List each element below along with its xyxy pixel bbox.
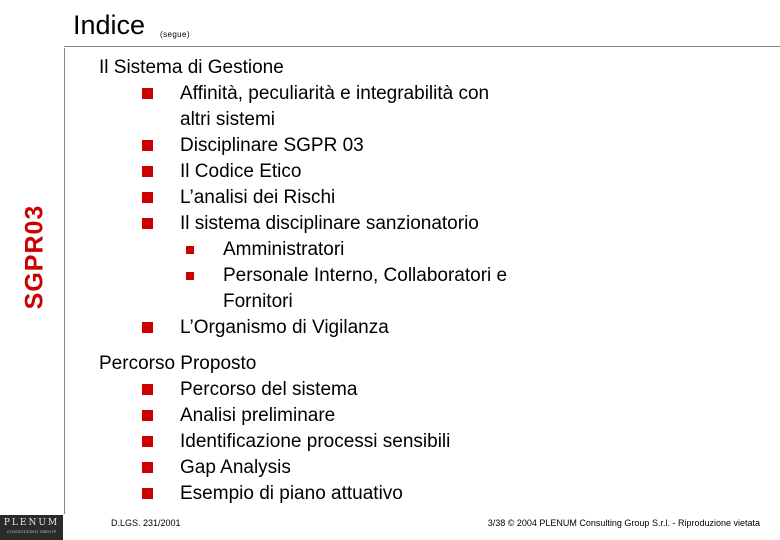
square-bullet-icon: [142, 140, 153, 151]
list-item-text: Il Codice Etico: [180, 161, 302, 182]
list-item-text: Esempio di piano attuativo: [180, 483, 403, 504]
sub-list-item-continuation: [99, 289, 749, 315]
square-bullet-icon: [142, 322, 153, 333]
list-item-text: Analisi preliminare: [180, 405, 336, 426]
square-bullet-icon: [142, 88, 153, 99]
list-item: [99, 377, 749, 403]
list-item-text: L’analisi dei Rischi: [180, 187, 336, 208]
square-bullet-icon: [142, 488, 153, 499]
bullet-list: [99, 377, 749, 507]
list-item-text: Amministratori: [223, 239, 345, 260]
list-item: [99, 159, 749, 185]
list-item-text: Identificazione processi sensibili: [180, 431, 451, 452]
sub-list-item: [99, 237, 749, 263]
list-item-text: Personale Interno, Collaboratori e: [223, 265, 508, 286]
logo-name: PLENUM: [3, 518, 60, 528]
list-item-text: Il sistema disciplinare sanzionatorio: [180, 213, 479, 234]
company-logo: [0, 515, 63, 540]
square-bullet-icon: [186, 246, 194, 254]
side-label: SGPR03: [20, 204, 49, 310]
square-bullet-icon: [142, 166, 153, 177]
slide-content: [99, 55, 749, 507]
section-heading: Percorso Proposto: [99, 353, 257, 374]
list-item: [99, 455, 749, 481]
square-bullet-icon: [142, 218, 153, 229]
list-item-text: Fornitori: [223, 291, 293, 312]
page-title: Indice: [73, 10, 146, 40]
list-item-text: Disciplinare SGPR 03: [180, 135, 364, 156]
section-heading: Il Sistema di Gestione: [99, 57, 284, 78]
sidebar-divider: [64, 48, 65, 514]
footer-left-text: D.LGS. 231/2001: [111, 518, 181, 528]
list-item-text: Gap Analysis: [180, 457, 291, 478]
square-bullet-icon: [142, 462, 153, 473]
footer-right-text: 3/38 © 2004 PLENUM Consulting Group S.r.l. - Riproduzione vietata: [487, 518, 760, 528]
list-item-text: Percorso del sistema: [180, 379, 358, 400]
list-item-text: altri sistemi: [180, 109, 276, 130]
square-bullet-icon: [142, 192, 153, 203]
section-spacer: [99, 341, 749, 351]
square-bullet-icon: [142, 436, 153, 447]
header-divider: [64, 46, 780, 47]
list-item: [99, 481, 749, 507]
list-item: [99, 211, 749, 237]
list-item-text: L’Organismo di Vigilanza: [180, 317, 389, 338]
list-item: [99, 133, 749, 159]
sub-list-item: [99, 263, 749, 289]
list-item: [99, 403, 749, 429]
list-item-text: Affinità, peculiarità e integrabilità con: [180, 83, 490, 104]
page-subtitle: (segue): [160, 30, 190, 39]
square-bullet-icon: [142, 410, 153, 421]
square-bullet-icon: [142, 384, 153, 395]
list-item: [99, 315, 749, 341]
logo-tagline: CONSULTING GROUP: [6, 529, 57, 534]
list-item: [99, 81, 749, 107]
list-item-continuation: [99, 107, 749, 133]
square-bullet-icon: [186, 272, 194, 280]
list-item: [99, 429, 749, 455]
list-item: [99, 185, 749, 211]
bullet-list: [99, 81, 749, 341]
